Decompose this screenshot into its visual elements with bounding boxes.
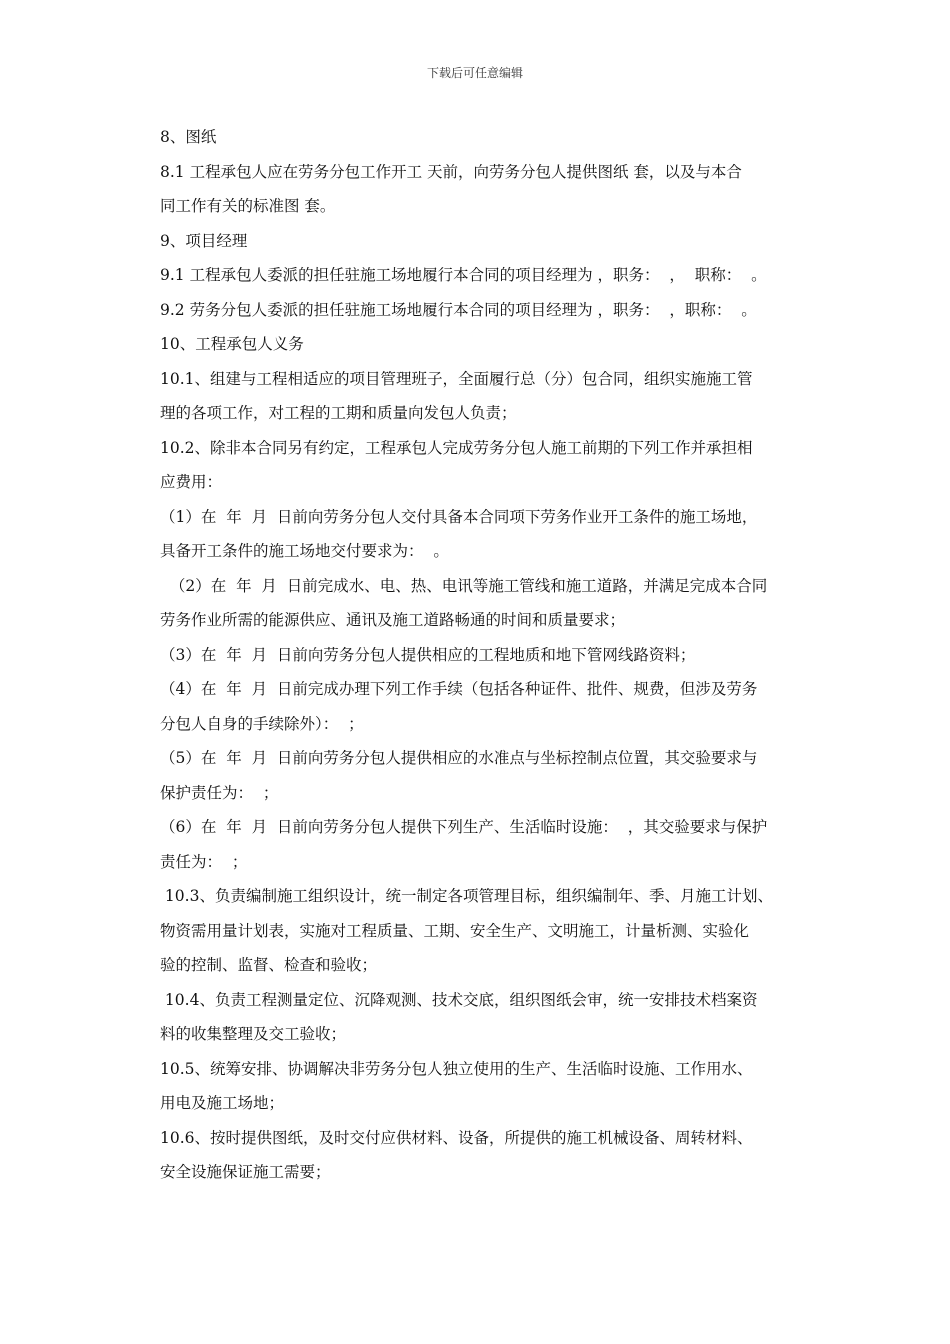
text-line: （1）在 年 月 日前向劳务分包人交付具备本合同项下劳务作业开工条件的施工场地，: [160, 507, 758, 526]
text-line: 具备开工条件的施工场地交付要求为： 。: [160, 542, 449, 560]
text-line: （5）在 年 月 日前向劳务分包人提供相应的水准点与坐标控制点位置，其交验要求与: [160, 749, 758, 767]
text-line: 10.3、负责编制施工组织设计，统一制定各项管理目标，组织编制年、季、月施工计划、: [160, 887, 773, 905]
text-line: 用电及施工场地；: [160, 1094, 285, 1112]
section-heading-contractor-obligations: 10、工程承包人义务: [160, 335, 304, 353]
text-line: 料的收集整理及交工验收；: [160, 1025, 347, 1043]
text-line: 保护责任为： ；: [160, 783, 279, 802]
text-line: （2）在 年 月 日前完成水、电、热、电讯等施工管线和施工道路，并满足完成本合同: [160, 576, 768, 595]
text-line: 9.1 工程承包人委派的担任驻施工场地履行本合同的项目经理为 ，职务： ， 职称： 。: [160, 266, 767, 284]
text-line: 安全设施保证施工需要；: [160, 1163, 331, 1181]
text-line: 10.1、组建与工程相适应的项目管理班子，全面履行总（分）包合同，组织实施施工管: [160, 369, 753, 388]
text-line: 10.2、除非本合同另有约定，工程承包人完成劳务分包人施工前期的下列工作并承担相: [160, 438, 753, 457]
section-heading-project-manager: 9、项目经理: [160, 231, 248, 250]
text-line: 物资需用量计划表，实施对工程质量、工期、安全生产、文明施工，计量析测、实验化: [160, 921, 750, 940]
text-line: 劳务作业所需的能源供应、通讯及施工道路畅通的时间和质量要求；: [160, 611, 626, 629]
text-line: 9.2 劳务分包人委派的担任驻施工场地履行本合同的项目经理为 ，职务： ，职称： 。: [160, 300, 757, 319]
document-body: [160, 124, 820, 1194]
text-line: 10.6、按时提供图纸，及时交付应供材料、设备，所提供的施工机械设备、周转材料、: [160, 1128, 753, 1147]
page-header: 下载后可任意编辑: [426, 66, 523, 80]
text-line: 10.5、统筹安排、协调解决非劳务分包人独立使用的生产、生活临时设施、工作用水、: [160, 1059, 753, 1078]
text-line: 10.4、负责工程测量定位、沉降观测、技术交底，组织图纸会审，统一安排技术档案资: [160, 990, 758, 1009]
text-line: 责任为： ；: [160, 852, 248, 871]
text-line: 8.1 工程承包人应在劳务分包工作开工 天前，向劳务分包人提供图纸 套，以及与本合: [160, 162, 742, 181]
text-line: 分包人自身的手续除外）： ；: [160, 714, 364, 733]
text-line: 同工作有关的标准图 套。: [160, 197, 336, 215]
section-heading-drawings: 8、图纸: [160, 128, 217, 146]
text-line: （3）在 年 月 日前向劳务分包人提供相应的工程地质和地下管网线路资料；: [160, 645, 696, 664]
text-line: （4）在 年 月 日前完成办理下列工作手续（包括各种证件、批件、规费，但涉及劳务: [160, 680, 758, 698]
text-line: 验的控制、监督、检查和验收；: [160, 956, 378, 974]
text-line: 应费用：: [160, 473, 223, 491]
text-line: 理的各项工作，对工程的工期和质量向发包人负责；: [160, 404, 517, 422]
text-line: （6）在 年 月 日前向劳务分包人提供下列生产、生活临时设施： ，其交验要求与保护: [160, 818, 768, 836]
